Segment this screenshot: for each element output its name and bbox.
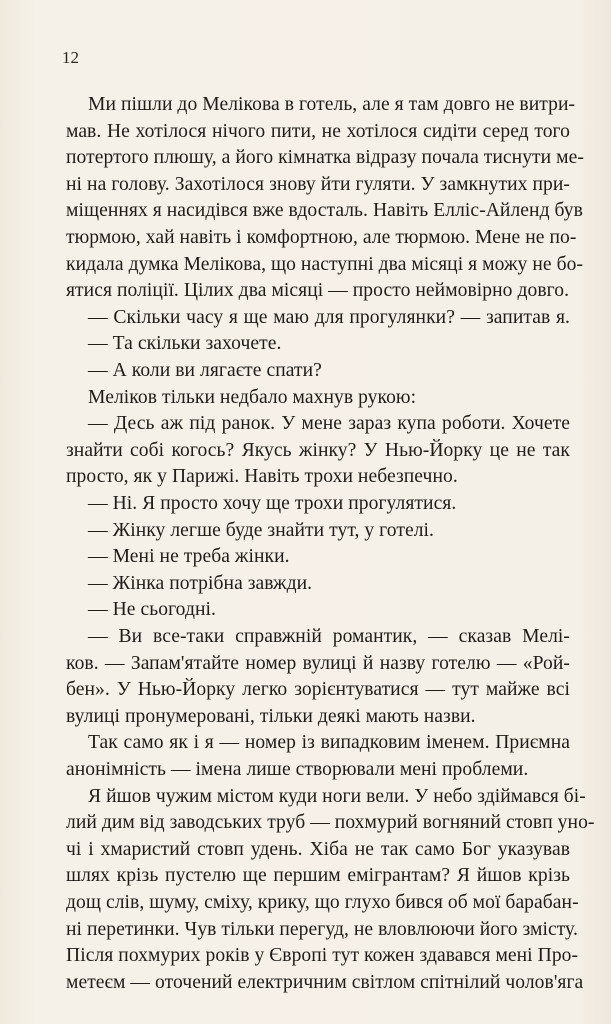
- text-line: — Скільки часу я ще маю для прогулянки? — запитав я.: [88, 306, 570, 328]
- text-line: просто, як у Парижі. Навіть трохи небезпечно.: [66, 466, 458, 488]
- text-line: метеєм — оточений електричним світлом спітнілий чолов'яга: [66, 971, 584, 993]
- text-line: Меліков тільки недбало махнув рукою:: [88, 386, 417, 408]
- text-line: ятися поліції. Цілих два місяці — просто неймовірно довго.: [66, 280, 570, 302]
- text-line: знайти собі когось? Якусь жінку? У Нью-Йорку це не так: [66, 439, 570, 461]
- text-line: — А коли ви лягаєте спати?: [88, 360, 322, 381]
- text-line: шлях крізь пустелю ще першим емігрантам? Я йшов крізь: [66, 865, 570, 887]
- text-line: Я йшов чужим містом куди ноги вели. У небо здіймався бі-: [88, 785, 586, 807]
- text-line: бен». У Нью-Йорку легко зорієнтуватися — тут майже всі: [66, 679, 570, 701]
- text-line: лий дим від заводських труб — похмурий вогняний стовп уно-: [66, 812, 595, 834]
- text-line: дощ слів, шуму, сміху, крику, що глухо бився об мої барабан-: [66, 892, 579, 913]
- text-line: Ми пішли до Мелікова в готель, але я там довго не витри-: [88, 94, 576, 115]
- text-line: — Ви все-таки справжній романтик, — сказав Мелі-: [88, 626, 570, 647]
- text-line: міщеннях я насидівся вже вдосталь. Навіть Елліс-Айленд був: [66, 200, 583, 222]
- text-line: кидала думка Мелікова, що наступні два місяці я можу не бо-: [66, 253, 584, 275]
- text-line: ні перетинки. Чув тільки перегуд, не вловлюючи його змісту.: [66, 918, 578, 940]
- text-line: — Не сьогодні.: [88, 599, 216, 621]
- page-number: 12: [62, 48, 79, 67]
- text-line: — Жінку легше буде знайти тут, у готелі.: [88, 519, 434, 541]
- text-line: чі і хмаристий стовп удень. Хіба не так само Бог указував: [66, 838, 570, 860]
- text-line: Після похмурих років у Європі тут кожен здавався мені Про-: [66, 945, 579, 967]
- text-line: потертого плюшу, а його кімнатка відразу почала тиснути ме-: [66, 147, 584, 169]
- text-line: тюрмою, хай навіть і комфортною, але тюрмою. Мене не по-: [66, 227, 577, 248]
- text-line: ні на голову. Захотілося знову йти гуляти. У замкнутих при-: [66, 173, 570, 195]
- text-line: — Жінка потрібна завжди.: [88, 572, 313, 594]
- text-line: — Та скільки захочете.: [88, 333, 282, 355]
- text-line: мав. Не хотілося нічого пити, не хотілося сидіти серед того: [66, 120, 570, 142]
- text-line: — Мені не треба жінки.: [88, 546, 290, 568]
- text-line: ков. — Запам'ятайте номер вулиці й назву готелю — «Рой-: [66, 652, 570, 674]
- text-line: вулиці пронумеровані, тільки деякі мають назви.: [66, 705, 476, 727]
- text-line: анонімність — імена лише створювали мені проблеми.: [66, 759, 529, 780]
- text-line: Так само як і я — номер із випадковим іменем. Приємна: [88, 732, 570, 754]
- text-line: — Десь аж під ранок. У мене зараз купа роботи. Хочете: [88, 413, 570, 435]
- text-line: — Ні. Я просто хочу ще трохи прогулятися.: [88, 493, 457, 514]
